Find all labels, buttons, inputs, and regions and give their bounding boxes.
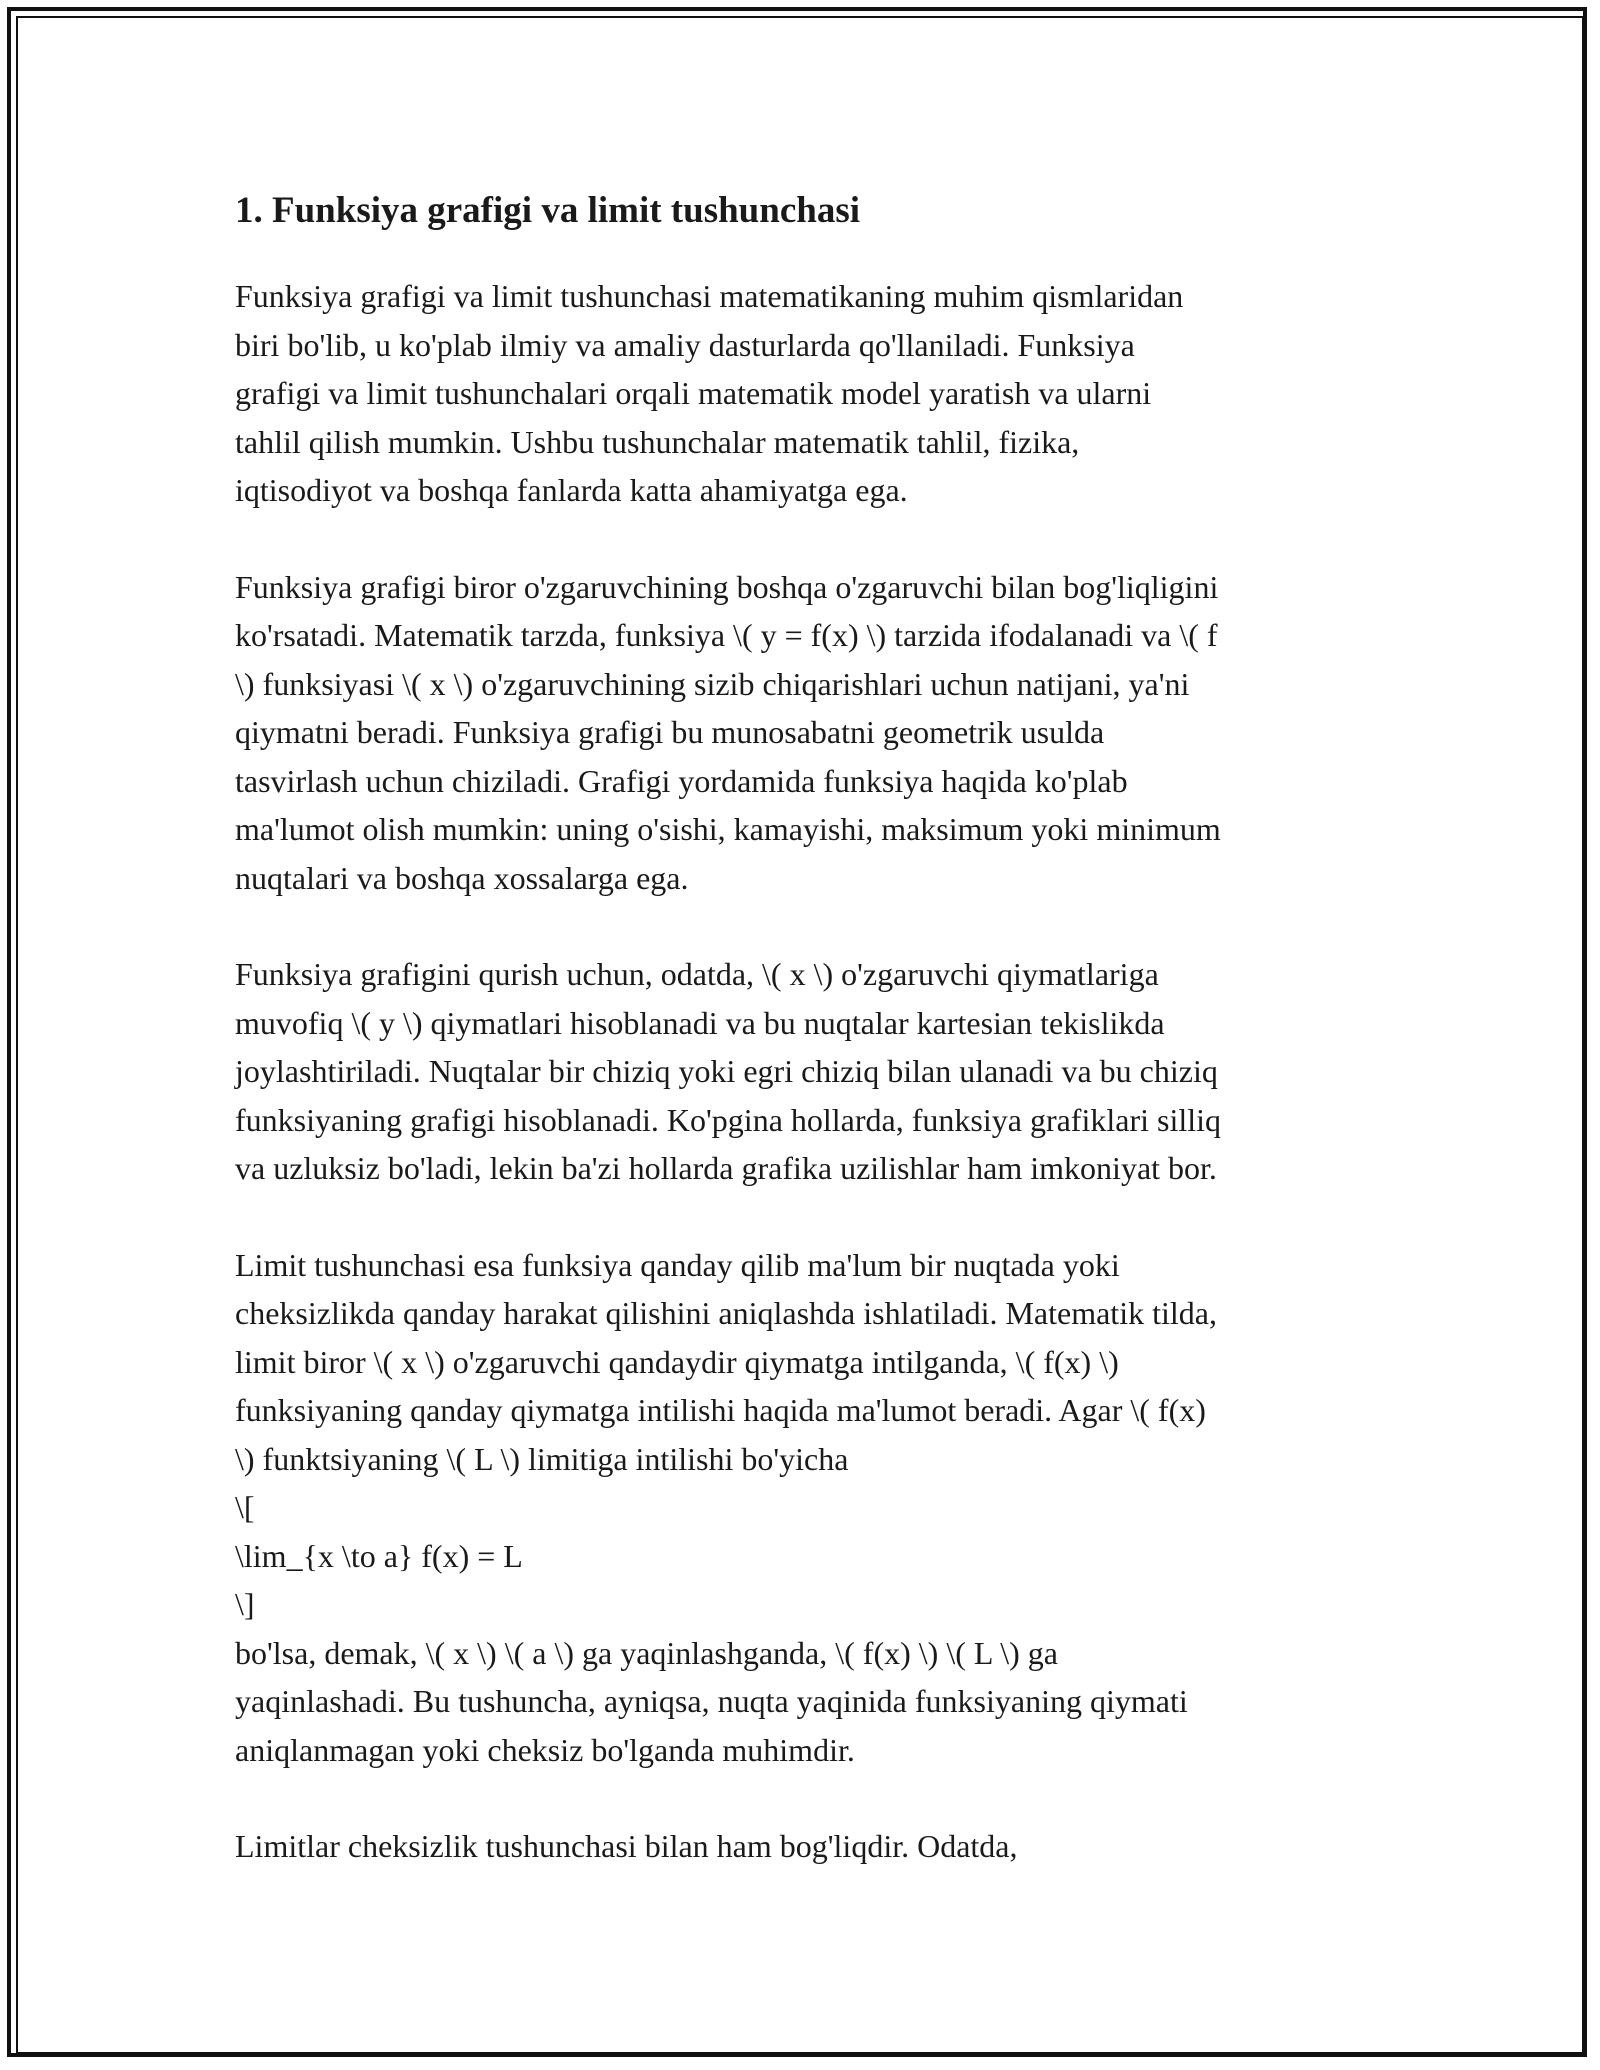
- text-line: Funksiya grafigini qurish uchun, odatda, \( x \) o'zgaruvchi qiymatlariga: [235, 956, 1159, 992]
- text-line: Funksiya grafigi va limit tushunchasi matematikaning muhim qismlaridan: [235, 278, 1184, 314]
- text-line: tahlil qilish mumkin. Ushbu tushunchalar matematik tahlil, fizika,: [235, 423, 1080, 460]
- text-line: va uzluksiz bo'ladi, lekin ba'zi hollarda grafika uzilishlar ham imkoniyat bor.: [235, 1150, 1217, 1186]
- text-line: cheksizlikda qanday harakat qilishini aniqlashda ishlatiladi. Matematik tilda,: [235, 1295, 1217, 1331]
- text-line: limit biror \( x \) o'zgaruvchi qandaydir qiymatga intilganda, \( f(x) \): [235, 1343, 1119, 1380]
- text-line: ma'lumot olish mumkin: uning o'sishi, kamayishi, maksimum yoki minimum: [235, 811, 1221, 847]
- text-line: nuqtalari va boshqa xossalarga ega.: [235, 859, 689, 896]
- text-line: qiymatni beradi. Funksiya grafigi bu munosabatni geometrik usulda: [235, 714, 1105, 750]
- math-close-delimiter: \]: [235, 1586, 255, 1622]
- text-line: iqtisodiyot va boshqa fanlarda katta ahamiyatga ega.: [235, 472, 908, 508]
- math-open-delimiter: \[: [235, 1489, 255, 1525]
- text-line: yaqinlashadi. Bu tushuncha, ayniqsa, nuqta yaqinida funksiyaning qiymati: [235, 1683, 1188, 1719]
- text-line: Funksiya grafigi biror o'zgaruvchining boshqa o'zgaruvchi bilan bog'liqligini: [235, 568, 1219, 605]
- text-line: \) funksiyasi \( x \) o'zgaruvchining sizib chiqarishlari uchun natijani, ya'ni: [235, 665, 1190, 702]
- text-line: Limitlar cheksizlik tushunchasi bilan ham bog'liqdir. Odatda,: [235, 1828, 1018, 1864]
- paragraph-limit: [235, 1241, 1375, 1775]
- document-body: [235, 186, 1375, 1919]
- section-heading: 1. Funksiya grafigi va limit tushunchasi: [235, 190, 861, 231]
- paragraph-graph-construction: [235, 950, 1375, 1193]
- text-line: biri bo'lib, u ko'plab ilmiy va amaliy dasturlarda qo'llaniladi. Funksiya: [235, 326, 1135, 363]
- text-line: \) funktsiyaning \( L \) limitiga intilishi bo'yicha: [235, 1440, 849, 1477]
- text-line: aniqlanmagan yoki cheksiz bo'lganda muhimdir.: [235, 1731, 855, 1768]
- text-line: tasvirlash uchun chiziladi. Grafigi yordamida funksiya haqida ko'plab: [235, 762, 1128, 799]
- text-line: funksiyaning qanday qiymatga intilishi haqida ma'lumot beradi. Agar \( f(x): [235, 1392, 1206, 1428]
- text-line: grafigi va limit tushunchalari orqali matematik model yaratish va ularni: [235, 375, 1152, 411]
- text-line: muvofiq \( y \) qiymatlari hisoblanadi va bu nuqtalar kartesian tekislikda: [235, 1004, 1165, 1041]
- text-line: bo'lsa, demak, \( x \) \( a \) ga yaqinlashganda, \( f(x) \) \( L \) ga: [235, 1634, 1058, 1671]
- text-line: ko'rsatadi. Matematik tarzda, funksiya \( y = f(x) \) tarzida ifodalanadi va \( f: [235, 617, 1218, 653]
- math-formula: \lim_{x \to a} f(x) = L: [235, 1537, 523, 1574]
- text-line: joylashtiriladi. Nuqtalar bir chiziq yoki egri chiziq bilan ulanadi va bu chiziq: [235, 1053, 1218, 1089]
- paragraph-function-graph: [235, 563, 1375, 903]
- text-line: Limit tushunchasi esa funksiya qanday qilib ma'lum bir nuqtada yoki: [235, 1246, 1120, 1283]
- paragraph-intro: [235, 272, 1375, 515]
- paragraph-infinity: [235, 1822, 1375, 1871]
- text-line: funksiyaning grafigi hisoblanadi. Ko'pgina hollarda, funksiya grafiklari silliq: [235, 1101, 1221, 1138]
